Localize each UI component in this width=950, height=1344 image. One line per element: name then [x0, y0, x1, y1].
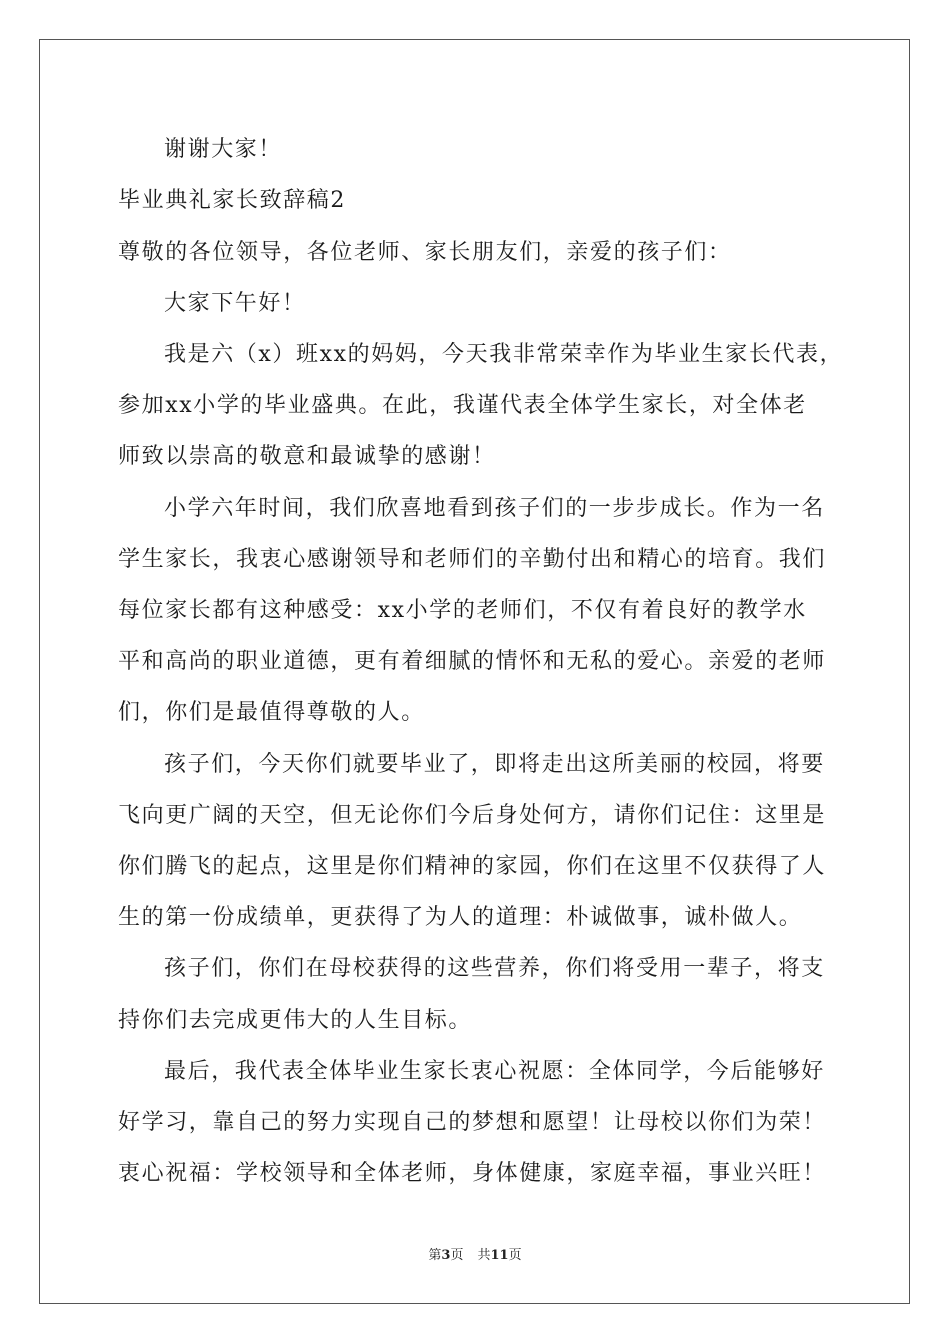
page-footer [0, 1248, 950, 1264]
paragraph-line: 生的第一份成绩单，更获得了为人的道理：朴诚做事，诚朴做人。 [118, 905, 803, 930]
paragraph-line: 孩子们，你们在母校获得的这些营养，你们将受用一辈子，将支 [164, 956, 825, 981]
paragraph-line: 师致以崇高的敬意和最诚挚的感谢！ [118, 444, 496, 469]
paragraph-line: 每位家长都有这种感受：xx小学的老师们，不仅有着良好的教学水 [118, 598, 807, 623]
paragraph-line: 小学六年时间，我们欣喜地看到孩子们的一步步成长。作为一名 [164, 496, 825, 521]
closing-thanks-line: 谢谢大家！ [164, 137, 283, 162]
section-title: 毕业典礼家长致辞稿2 [118, 188, 346, 213]
paragraph-line: 衷心祝福：学校领导和全体老师，身体健康，家庭幸福，事业兴旺！ [118, 1161, 827, 1186]
paragraph-line: 持你们去完成更伟大的人生目标。 [118, 1008, 473, 1033]
paragraph-line: 孩子们，今天你们就要毕业了，即将走出这所美丽的校园，将要 [164, 752, 825, 777]
paragraph-line: 们，你们是最值得尊敬的人。 [118, 700, 425, 725]
paragraph-line: 最后，我代表全体毕业生家长衷心祝愿：全体同学，今后能够好 [164, 1059, 825, 1084]
paragraph-line: 我是六（x）班xx的妈妈，今天我非常荣幸作为毕业生家长代表， [164, 342, 844, 367]
total-pages: 11 [490, 1248, 509, 1263]
total-prefix: 共 [477, 1248, 491, 1263]
salutation: 尊敬的各位领导，各位老师、家长朋友们，亲爱的孩子们： [118, 240, 732, 265]
paragraph-line: 平和高尚的职业道德，更有着细腻的情怀和无私的爱心。亲爱的老师 [118, 649, 827, 674]
page-suffix: 页 [450, 1248, 464, 1263]
paragraph-line: 好学习，靠自己的努力实现自己的梦想和愿望！让母校以你们为荣！ [118, 1110, 827, 1135]
total-suffix: 页 [508, 1248, 522, 1263]
greeting: 大家下午好！ [164, 291, 306, 316]
paragraph-line: 参加xx小学的毕业盛典。在此，我谨代表全体学生家长，对全体老 [118, 393, 807, 418]
page-number: 3 [441, 1248, 451, 1263]
paragraph-line: 飞向更广阔的天空，但无论你们今后身处何方，请你们记住：这里是 [118, 803, 827, 828]
paragraph-line: 学生家长，我衷心感谢领导和老师们的辛勤付出和精心的培育。我们 [118, 547, 827, 572]
page-prefix: 第 [428, 1248, 442, 1263]
paragraph-line: 你们腾飞的起点，这里是你们精神的家园，你们在这里不仅获得了人 [118, 854, 827, 879]
